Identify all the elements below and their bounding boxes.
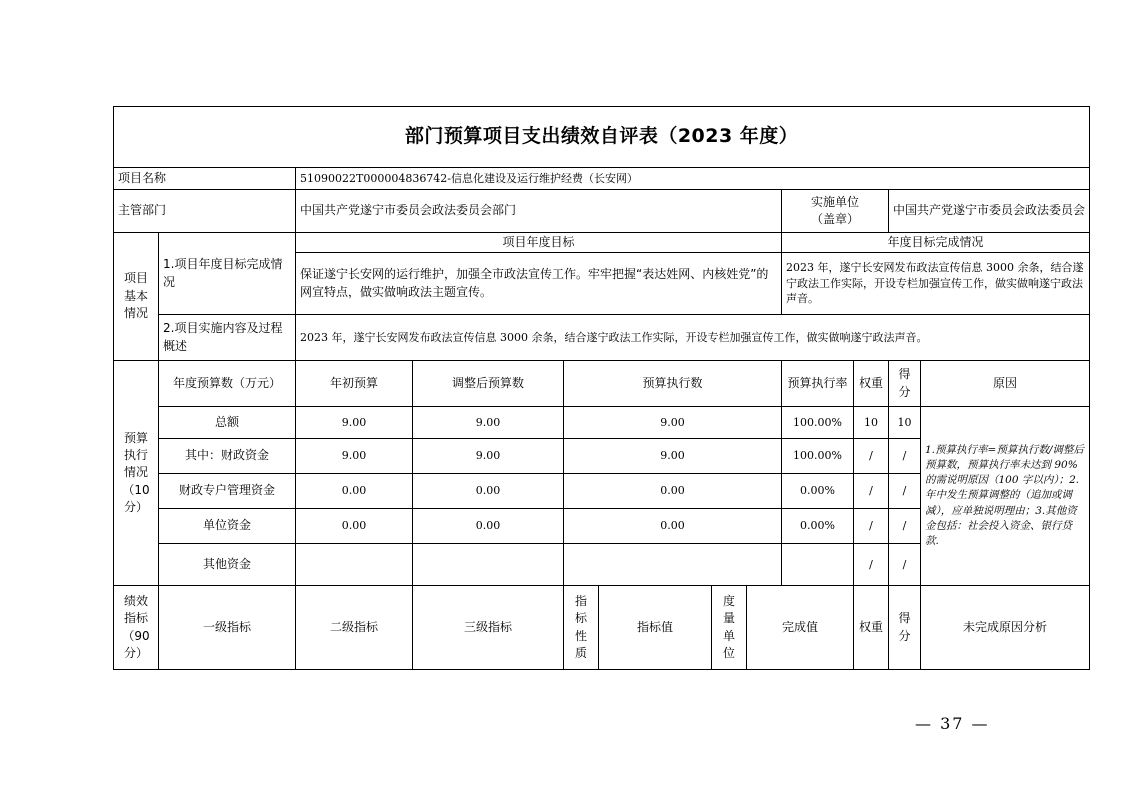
basic-label-line1: 项目 bbox=[123, 271, 148, 286]
perf-label-line4: 分） bbox=[123, 645, 148, 660]
budget-row-label: 总额 bbox=[159, 407, 296, 439]
header-initial-budget: 年初预算 bbox=[296, 361, 413, 407]
budget-row-initial: 0.00 bbox=[296, 509, 413, 544]
budget-label-line1: 预算 bbox=[123, 430, 148, 445]
header-incomplete-analysis: 未完成原因分析 bbox=[921, 586, 1090, 670]
budget-row-score: / bbox=[889, 439, 921, 474]
project-name-label: 项目名称 bbox=[114, 168, 296, 190]
budget-row-executed bbox=[564, 544, 782, 586]
header-level3-indicator: 三级指标 bbox=[413, 586, 564, 670]
budget-row-rate: 0.00% bbox=[782, 509, 854, 544]
budget-row-rate: 0.00% bbox=[782, 474, 854, 509]
perf-label-line2: 指标 bbox=[123, 611, 148, 626]
budget-row-score: / bbox=[889, 544, 921, 586]
impl-unit-label-line1: 实施单位 bbox=[810, 194, 859, 209]
budget-row-initial bbox=[296, 544, 413, 586]
header-perf-weight: 权重 bbox=[854, 586, 889, 670]
goal-completion-label: 1.项目年度目标完成情况 bbox=[159, 233, 296, 315]
budget-label-line5: 分） bbox=[123, 500, 148, 515]
header-indicator-value: 指标值 bbox=[599, 586, 712, 670]
perf-label-line3: （90 bbox=[122, 628, 150, 643]
budget-row-adjusted: 9.00 bbox=[413, 407, 564, 439]
performance-section-label bbox=[114, 586, 159, 670]
header-adjusted-budget: 调整后预算数 bbox=[413, 361, 564, 407]
completion-header: 年度目标完成情况 bbox=[782, 233, 1090, 253]
header-executed-budget: 预算执行数 bbox=[564, 361, 782, 407]
implementation-text: 2023 年，遂宁长安网发布政法宣传信息 3000 余条，结合遂宁政法工作实际，开设专栏加强宣传工作，做实做响遂宁政法声音。 bbox=[296, 315, 1090, 361]
header-perf-score: 得分 bbox=[889, 586, 921, 670]
budget-row-initial: 9.00 bbox=[296, 407, 413, 439]
budget-row-weight: / bbox=[854, 544, 889, 586]
budget-label-line4: （10 bbox=[122, 482, 150, 497]
basic-label-line2: 基本 bbox=[123, 288, 148, 303]
page-number: — 37 — bbox=[915, 714, 990, 733]
budget-note: 1.预算执行率=预算执行数/调整后预算数，预算执行率未达到 90%的需说明原因（100 字以内）；2.年中发生预算调整的（追加或调减），应单独说明理由；3.其他资金包括：社会投入资金、银行贷款. bbox=[921, 407, 1090, 586]
budget-row-label: 其他资金 bbox=[159, 544, 296, 586]
completion-text: 2023 年，遂宁长安网发布政法宣传信息 3000 余条，结合遂宁政法工作实际，开设专栏加强宣传工作，做实做响遂宁政法声音。 bbox=[782, 253, 1090, 315]
header-measure-unit bbox=[712, 586, 747, 670]
dept-value: 中国共产党遂宁市委员会政法委员会部门 bbox=[296, 190, 782, 233]
header-reason: 原因 bbox=[921, 361, 1090, 407]
budget-row-weight: / bbox=[854, 439, 889, 474]
header-indicator-nature bbox=[564, 586, 599, 670]
project-name-value: 51090022T000004836742-信息化建设及运行维护经费（长安网） bbox=[296, 168, 1090, 190]
impl-unit-label bbox=[782, 190, 889, 233]
header-annual-budget: 年度预算数（万元） bbox=[159, 361, 296, 407]
budget-row-executed: 0.00 bbox=[564, 509, 782, 544]
basic-section-label bbox=[114, 233, 159, 361]
annual-goal-header: 项目年度目标 bbox=[296, 233, 782, 253]
budget-row-adjusted bbox=[413, 544, 564, 586]
dept-label: 主管部门 bbox=[114, 190, 296, 233]
budget-row-executed: 9.00 bbox=[564, 439, 782, 474]
unit-char: 单 bbox=[722, 628, 735, 643]
budget-row-executed: 9.00 bbox=[564, 407, 782, 439]
budget-row-rate: 100.00% bbox=[782, 407, 854, 439]
budget-row bbox=[114, 407, 1090, 439]
annual-goal-text: 保证遂宁长安网的运行维护，加强全市政法宣传工作。牢牢把握“表达姓网、内核姓党”的网宣特点，做实做响政法主题宣传。 bbox=[296, 253, 782, 315]
nature-char: 指 bbox=[574, 593, 587, 608]
budget-row-weight: / bbox=[854, 474, 889, 509]
budget-row-weight: / bbox=[854, 509, 889, 544]
budget-row-label: 财政专户管理资金 bbox=[159, 474, 296, 509]
budget-row-initial: 9.00 bbox=[296, 439, 413, 474]
unit-char: 位 bbox=[722, 645, 735, 660]
budget-row-rate: 100.00% bbox=[782, 439, 854, 474]
header-level2-indicator: 二级指标 bbox=[296, 586, 413, 670]
budget-row-adjusted: 0.00 bbox=[413, 474, 564, 509]
budget-row-rate bbox=[782, 544, 854, 586]
header-weight: 权重 bbox=[854, 361, 889, 407]
budget-row-score: / bbox=[889, 509, 921, 544]
impl-unit-value: 中国共产党遂宁市委员会政法委员会 bbox=[889, 190, 1090, 233]
unit-char: 度 bbox=[722, 593, 735, 608]
header-level1-indicator: 一级指标 bbox=[159, 586, 296, 670]
perf-label-line1: 绩效 bbox=[123, 593, 148, 608]
budget-row-label: 其中：财政资金 bbox=[159, 439, 296, 474]
budget-row-weight: 10 bbox=[854, 407, 889, 439]
header-score: 得分 bbox=[889, 361, 921, 407]
budget-row-initial: 0.00 bbox=[296, 474, 413, 509]
impl-unit-label-line2: （盖章） bbox=[810, 212, 859, 226]
basic-label-line3: 情况 bbox=[123, 306, 148, 321]
budget-row-score: / bbox=[889, 474, 921, 509]
page-title: 部门预算项目支出绩效自评表（2023 年度） bbox=[114, 107, 1090, 168]
budget-row-label: 单位资金 bbox=[159, 509, 296, 544]
budget-section-label bbox=[114, 361, 159, 586]
header-completed-value: 完成值 bbox=[747, 586, 854, 670]
nature-char: 标 bbox=[574, 611, 587, 626]
budget-row-adjusted: 9.00 bbox=[413, 439, 564, 474]
budget-row-executed: 0.00 bbox=[564, 474, 782, 509]
implementation-label: 2.项目实施内容及过程概述 bbox=[159, 315, 296, 361]
budget-label-line2: 执行 bbox=[123, 447, 148, 462]
nature-char: 性 bbox=[574, 628, 587, 643]
budget-label-line3: 情况 bbox=[123, 465, 148, 480]
header-execution-rate: 预算执行率 bbox=[782, 361, 854, 407]
budget-row-adjusted: 0.00 bbox=[413, 509, 564, 544]
nature-char: 质 bbox=[574, 645, 587, 660]
budget-row-score: 10 bbox=[889, 407, 921, 439]
self-evaluation-table bbox=[113, 106, 1090, 670]
unit-char: 量 bbox=[722, 611, 735, 626]
